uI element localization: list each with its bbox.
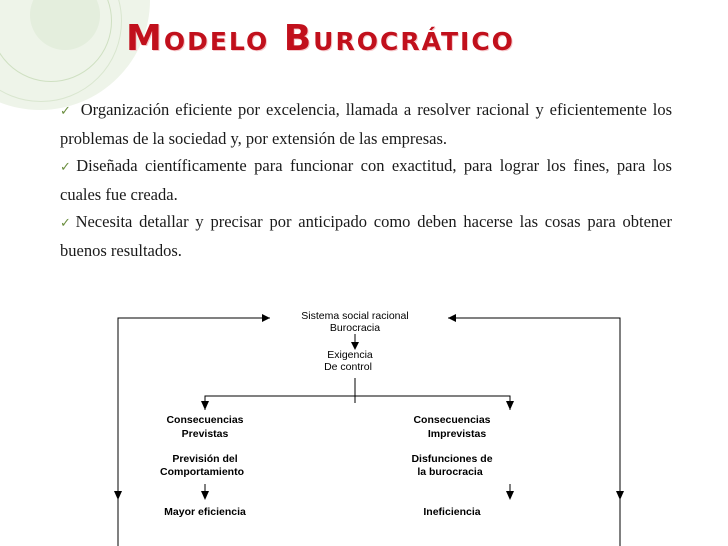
slide-title: Modelo Burocrático	[126, 18, 515, 59]
arrowhead	[506, 491, 514, 500]
checkmark-icon: ✓	[60, 160, 75, 175]
arrowhead	[616, 491, 624, 500]
arrowhead	[201, 401, 209, 410]
arrowhead	[448, 314, 456, 322]
node-control-line1: Exigencia	[327, 349, 373, 361]
node-top-line1: Sistema social racional	[301, 310, 409, 322]
arrowhead	[506, 401, 514, 410]
checkmark-icon: ✓	[60, 216, 74, 231]
bullet-text: Diseñada científicamente para funcionar con exactitud, para lograr los fines, para los cuales fue creada.	[60, 156, 672, 204]
node-right-consequences-line2: Imprevistas	[427, 428, 487, 440]
node-left-result: Mayor eficiencia	[164, 506, 246, 518]
node-right-result: Ineficiencia	[423, 506, 481, 518]
node-right-consequences-line1: Consecuencias	[413, 414, 491, 426]
node-top-line2: Burocracia	[329, 322, 381, 334]
arrowhead	[201, 491, 209, 500]
node-left-consequences-line1: Consecuencias	[166, 414, 244, 426]
node-control-line2: De control	[324, 361, 372, 373]
node-right-dysfunctions-line1: Disfunciones de	[411, 453, 493, 465]
node-right-dysfunctions-line2: la burocracia	[417, 466, 483, 478]
connector-split	[205, 396, 510, 410]
bullet-text: Necesita detallar y precisar por anticipado como deben hacerse las cosas para obtener buenos resultados.	[60, 212, 672, 260]
arrowhead	[114, 491, 122, 500]
checkmark-icon: ✓	[60, 104, 73, 119]
node-left-consequences-line2: Previstas	[181, 428, 229, 440]
node-left-forecast-line1: Previsión del	[172, 453, 238, 465]
arrowhead	[262, 314, 270, 322]
node-left-forecast-line2: Comportamiento	[160, 466, 244, 478]
bullet-text: Organización eficiente por excelencia, llamada a resolver racional y eficientemente los problemas de la sociedad y, por extensión de las empresas.	[60, 100, 673, 148]
